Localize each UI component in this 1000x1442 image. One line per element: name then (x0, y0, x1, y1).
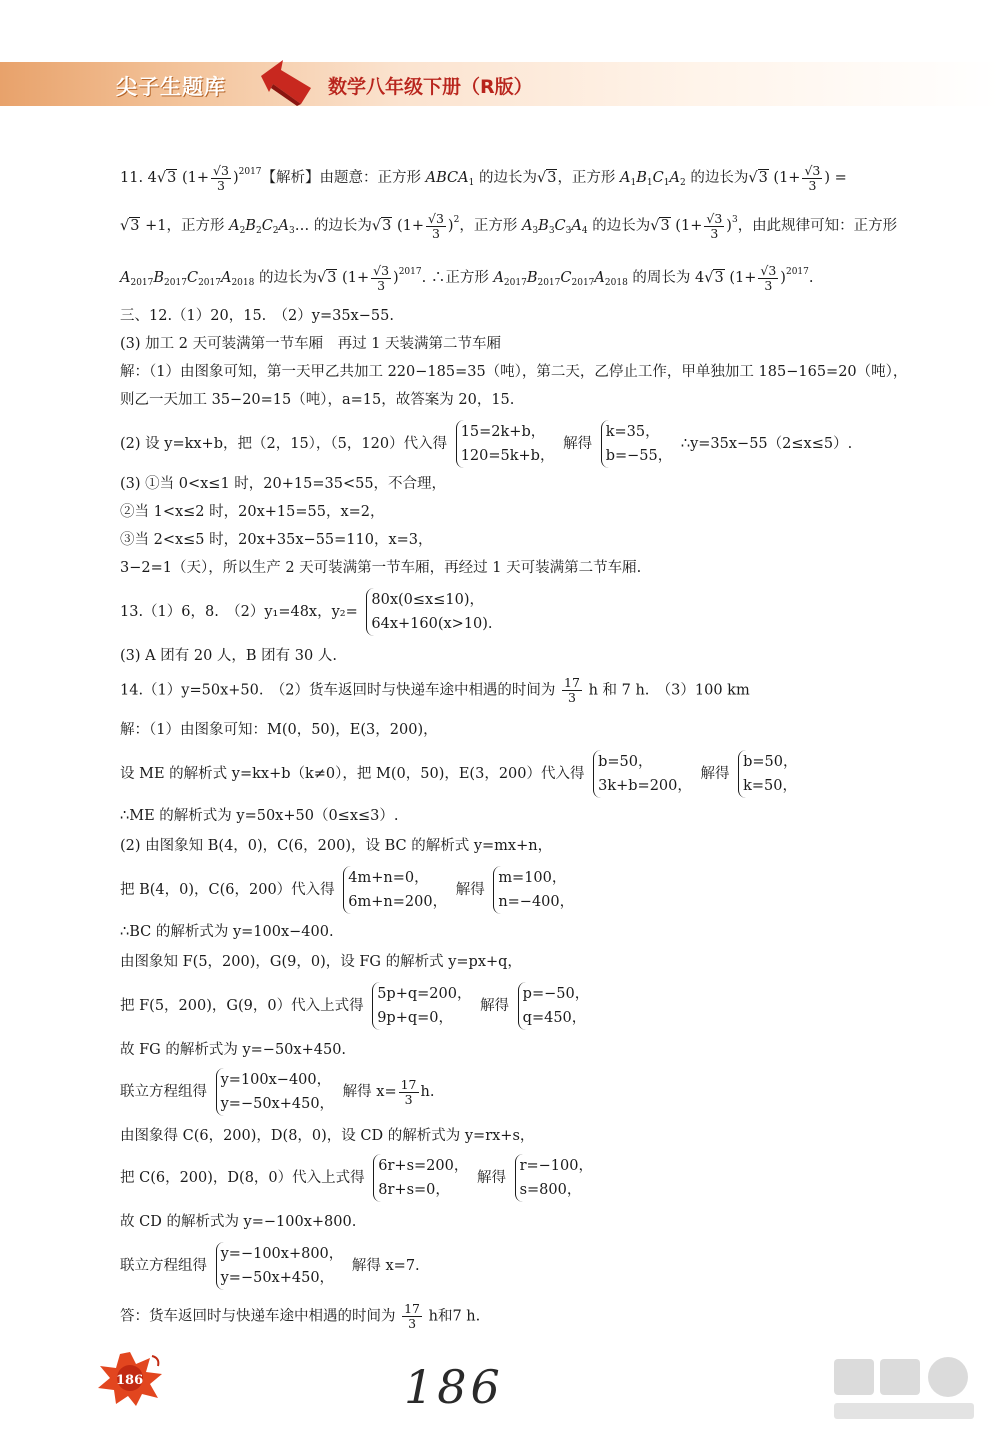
solution-line: 3−2=1（天），所以生产 2 天可装满第一节车厢，再经过 1 天可装满第二节车厢. (120, 560, 642, 576)
solution-line-system: 把 C(6，200)，D(8，0）代入上式得 6r+s=200， 8r+s=0， 解得 r=−100， s=800， (120, 1154, 597, 1202)
page-number: 186 (116, 1373, 144, 1388)
solution-line-system: 联立方程组得 y=−100x+800， y=−50x+450， 解得 x=7. (120, 1242, 420, 1290)
fraction: $\frac{17}{3}$ (564, 675, 580, 705)
solution-line-system: 设 ME 的解析式 y=kx+b（k≠0），把 M(0，50)，E(3，200）代入得 b=50， 3k+b=200， 解得 b=50， k=50， (120, 750, 802, 798)
equation-system: 5p+q=200， 9p+q=0， (372, 982, 471, 1030)
final-answer-line: 答：货车返回时与快递车途中相遇的时间为 $\frac{17}{3}$ h和7 h. (120, 1301, 481, 1331)
solution-line: 故 FG 的解析式为 y=−50x+450. (120, 1042, 347, 1058)
equation-system: b=50， k=50， (738, 750, 797, 798)
solution-line: ③当 2<x≤5 时，20x+35x−55=110，x=3， (120, 532, 433, 548)
solution-line-system: (2) 设 y=kx+b，把（2，15），（5，120）代入得 15=2k+b， 120=5k+b， 解得 k=35， b=−55， ∴y=35x−55（2≤x≤5）. (120, 420, 852, 468)
solution-line: (3) ①当 0<x≤1 时，20+15=35<55，不合理， (120, 476, 447, 492)
solution-line-system: 联立方程组得 y=100x−400， y=−50x+450， 解得 x= $\frac{17}{3}$ h. (120, 1068, 434, 1116)
solution-line: 解：（1）由图象可知，第一天甲乙共加工 220−185=35（吨），第二天，乙停止工作，甲单独加工 185−165=20（吨）， (120, 364, 908, 380)
solution-line: ∴BC 的解析式为 y=100x−400. (120, 924, 334, 940)
solution-line: 故 CD 的解析式为 y=−100x+800. (120, 1214, 357, 1230)
equation-system: y=−100x+800， y=−50x+450， (216, 1242, 344, 1290)
equation-system: 15=2k+b， 120=5k+b， (456, 420, 555, 468)
answer-11-line-2: √3 +1，正方形 $A_2B_2C_2A_3\dots$ 的边长为√3 (1+ $\frac{√3}{3}$ )$^2$，正方形 $A_3B_3C_3A_4$ 的边长为√3 (1+ $\frac{√3}{3}$ )$^3$，由此规律可知：正方形 (120, 210, 898, 241)
answer-12-header: 三、12.（1）20，15. （2）y=35x−55. (120, 308, 394, 324)
answer-13-part-3: (3) A 团有 20 人，B 团有 30 人. (120, 648, 337, 664)
equation-system: 80x(0≤x≤10)， 64x+160(x>10). (366, 588, 492, 636)
solution-line: 由图象得 C(6，200)，D(8，0)，设 CD 的解析式为 y=rx+s， (120, 1128, 535, 1144)
answer-11-line-1: 11. 4√3 (1+ $\frac{√3}{3}$ )$^{2017}$【解析】由题意：正方形 $ABCA_1$ 的边长为√3，正方形 $A_1B_1C_1A_2$ 的边长为√3 (1+ $\frac{√3}{3}$ ) = (120, 162, 847, 193)
handwritten-page-number: 186 (404, 1360, 504, 1414)
equation-system: k=35， b=−55， (601, 420, 673, 468)
answer-13-line: 13.（1）6，8. （2）y₁=48x，y₂= 80x(0≤x≤10)， 64x+160(x>10). (120, 588, 497, 636)
equation-system: y=100x−400， y=−50x+450， (216, 1068, 334, 1116)
solution-line-system: 把 B(4，0)，C(6，200）代入得 4m+n=0， 6m+n=200， 解得 m=100， n=−400， (120, 866, 578, 914)
equation-system: 6r+s=200， 8r+s=0， (373, 1154, 468, 1202)
solution-line: 由图象知 F(5，200)，G(9，0)，设 FG 的解析式 y=px+q， (120, 954, 522, 970)
solution-line: ∴ME 的解析式为 y=50x+50（0≤x≤3）. (120, 808, 399, 824)
fraction: $\frac{17}{3}$ (404, 1301, 421, 1331)
fraction: $\frac{17}{3}$ (400, 1076, 417, 1107)
equation-system: 4m+n=0， 6m+n=200， (343, 866, 447, 914)
equation-system: p=−50， q=450， (518, 982, 590, 1030)
solution-line: 解：（1）由图象可知：M(0，50)，E(3，200)， (120, 722, 438, 738)
answer-12-part-3: (3) 加工 2 天可装满第一节车厢 再过 1 天装满第二节车厢 (120, 336, 502, 352)
brand-title: 尖子生题库 (116, 75, 226, 99)
watermark-logo-icon (830, 1355, 980, 1425)
equation-system: m=100， n=−400， (493, 866, 574, 914)
solution-line: (2) 由图象知 B(4，0)，C(6，200)，设 BC 的解析式 y=mx+n， (120, 838, 553, 854)
equation-system: b=50， 3k+b=200， (593, 750, 692, 798)
book-title: 数学八年级下册（R版） (328, 76, 533, 98)
solution-line: 则乙一天加工 35−20=15（吨），a=15，故答案为 20，15. (120, 392, 515, 408)
solution-line: ②当 1<x≤2 时，20x+15=55，x=2， (120, 504, 385, 520)
answer-14-line: 14.（1）y=50x+50. （2）货车返回时与快递车途中相遇的时间为 $\frac{17}{3}$ h 和 7 h. （3）100 km (120, 675, 750, 705)
answer-11-line-3: $A_{2017}B_{2017}C_{2017}A_{2018}$ 的边长为√3 (1+ $\frac{√3}{3}$ )$^{2017}$. ∴正方形 $A_{2017}B_{2017}C_{2017}A_{2018}$ 的周长为 4√3 (1+ $\frac{√3}{3}$ )$^{2017}$. (120, 262, 814, 293)
solution-line-system: 把 F(5，200)，G(9，0）代入上式得 5p+q=200， 9p+q=0， 解得 p=−50， q=450， (120, 982, 593, 1030)
equation-system: r=−100， s=800， (515, 1154, 593, 1202)
